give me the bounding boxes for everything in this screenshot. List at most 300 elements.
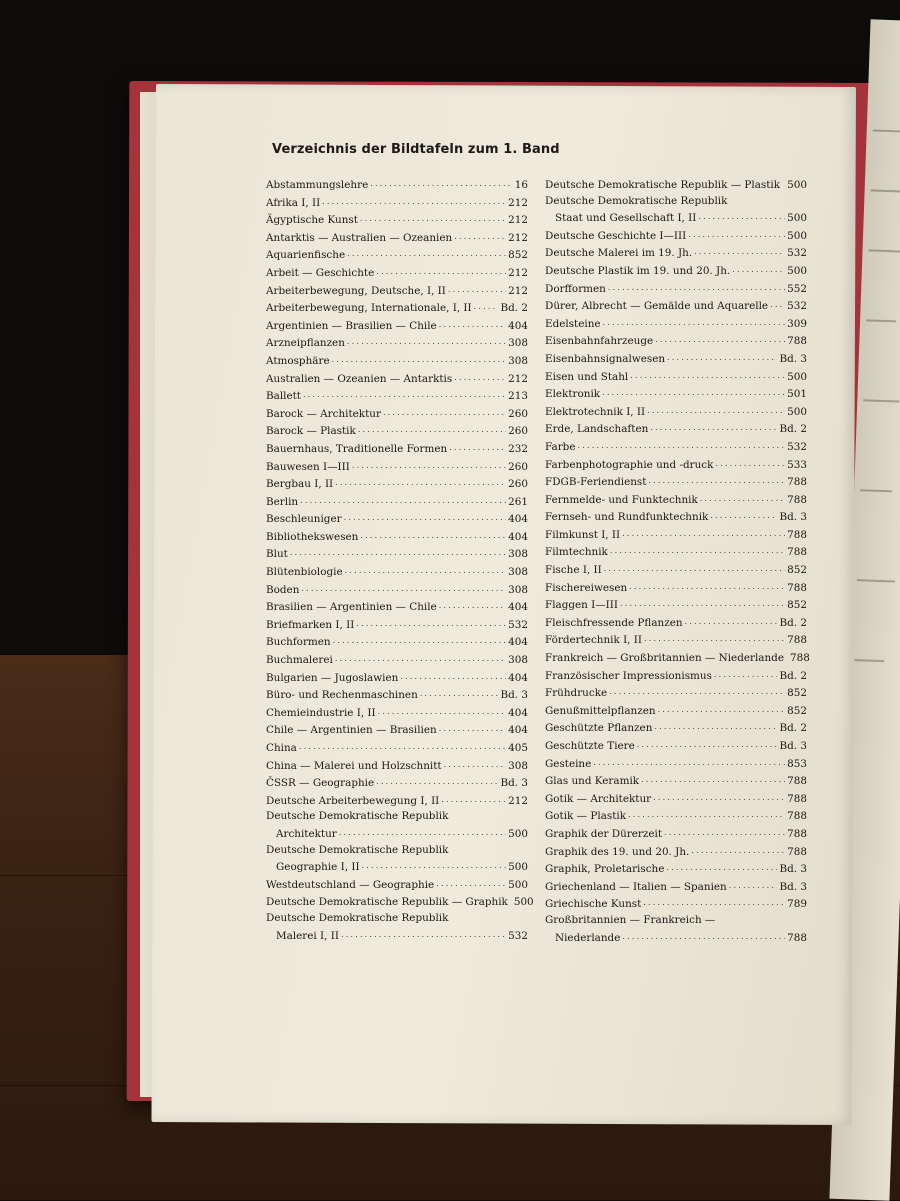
leader-dots: [667, 350, 777, 366]
entry-page-number: Bd. 3: [779, 863, 807, 876]
entry-page-number: 308: [508, 548, 528, 561]
entry-page-number: 788: [787, 810, 807, 823]
entry-page-number: 789: [787, 898, 807, 911]
entry-page-number: 308: [508, 354, 528, 367]
entry-title: China — Malerei und Holzschnitt: [266, 759, 442, 772]
entry-title: Gotik — Architektur: [545, 792, 652, 805]
index-entry-continuation: [266, 825, 528, 843]
entry-page-number: 500: [787, 405, 807, 418]
entry-page-number: 788: [787, 775, 807, 788]
index-entry: [266, 757, 528, 775]
entry-subtitle: Niederlande: [555, 931, 621, 944]
entry-title: Deutsche Demokratische Republik: [545, 194, 728, 207]
entry-page-number: 500: [513, 896, 534, 909]
entry-page-number: 308: [508, 583, 528, 596]
entry-title: Fische I, II: [545, 564, 602, 577]
index-entry: [266, 651, 528, 669]
entry-page-number: 532: [508, 929, 528, 942]
leader-dots: [303, 387, 506, 403]
entry-page-number: 500: [787, 264, 807, 277]
entry-page-number: 500: [508, 878, 528, 891]
index-entry: [545, 684, 807, 702]
entry-title: Deutsche Demokratische Republik: [266, 911, 449, 924]
entry-page-number: 404: [508, 601, 528, 614]
entry-page-number: 788: [787, 476, 807, 489]
entry-title: FDGB-Feriendienst: [545, 476, 647, 489]
index-entry: [545, 807, 807, 825]
index-entry: [266, 264, 528, 282]
leader-dots: [322, 194, 506, 210]
entry-title: Glas und Keramik: [545, 775, 640, 788]
leader-dots: [301, 581, 506, 597]
leader-dots: [358, 422, 506, 438]
entry-subtitle: Geographie I, II: [276, 861, 360, 874]
leader-dots: [341, 927, 506, 943]
entry-page-number: 260: [508, 425, 528, 438]
leader-dots: [655, 332, 785, 348]
entry-page-number: 500: [508, 827, 528, 840]
entry-title: Farbe: [545, 440, 576, 453]
index-entry: [266, 229, 528, 247]
entry-title: Deutsche Geschichte I—III: [545, 229, 687, 242]
entry-title: Deutsche Demokratische Republik — Graphik: [266, 896, 508, 909]
leader-dots: [604, 561, 785, 577]
index-entry: [545, 368, 807, 386]
entry-title: Graphik, Proletarische: [545, 863, 665, 876]
leader-dots: [629, 579, 785, 595]
entry-page-number: 404: [508, 671, 528, 684]
entry-title: Griechenland — Italien — Spanien: [545, 880, 727, 893]
index-entry: [266, 598, 528, 616]
index-entry: [545, 473, 807, 491]
index-entry: [545, 702, 807, 720]
index-entry: [266, 211, 528, 229]
entry-page-number: 404: [508, 530, 528, 543]
index-entry: [266, 774, 528, 792]
entry-title: Ballett: [266, 390, 301, 403]
entry-page-number: 404: [508, 319, 528, 332]
index-entry: [545, 508, 807, 526]
entry-page-number: 500: [787, 212, 807, 225]
entry-page-number: 788: [787, 827, 807, 840]
entry-page-number: 852: [787, 564, 807, 577]
leader-dots: [620, 596, 785, 612]
entry-title: Brasilien — Argentinien — Chile: [266, 601, 437, 614]
entry-page-number: 232: [508, 442, 528, 455]
leader-dots: [610, 543, 785, 559]
index-entry: [266, 669, 528, 687]
leader-dots: [335, 651, 506, 667]
index-entry: [545, 860, 807, 878]
entry-page-number: 788: [787, 493, 807, 506]
entry-page-number: 852: [787, 687, 807, 700]
leader-dots: [664, 825, 785, 841]
leader-dots: [439, 598, 506, 614]
leader-dots: [698, 209, 785, 225]
leader-dots: [688, 227, 785, 243]
index-entry: [545, 262, 807, 280]
index-entry: [266, 545, 528, 563]
leader-dots: [653, 790, 785, 806]
entry-page-number: 404: [508, 724, 528, 737]
leader-dots: [685, 614, 778, 630]
entry-title: Berlin: [266, 495, 299, 508]
entry-page-number: 405: [508, 742, 528, 754]
entry-page-number: 852: [787, 704, 807, 717]
entry-title: Flaggen I—III: [545, 599, 618, 612]
leader-dots: [608, 280, 785, 296]
entry-page-number: 212: [508, 266, 528, 279]
entry-page-number: Bd. 2: [779, 616, 807, 629]
entry-page-number: 308: [508, 566, 528, 579]
entry-title: ČSSR — Geographie: [266, 777, 375, 790]
leader-dots: [448, 282, 506, 298]
entry-title: Erde, Landschaften: [545, 423, 649, 436]
index-entry: [266, 563, 528, 581]
index-entry: [266, 686, 528, 704]
leader-dots: [332, 352, 507, 368]
entry-page-number: 16: [514, 179, 528, 191]
entry-page-number: 308: [508, 759, 528, 772]
entry-title: Arzneipflanzen: [266, 337, 345, 350]
leader-dots: [299, 739, 506, 755]
entry-title: Barock — Architektur: [266, 407, 381, 420]
leader-dots: [360, 528, 506, 544]
entry-title: Bauwesen I—III: [266, 460, 350, 473]
index-entry: [266, 876, 528, 894]
entry-title: Afrika I, II: [266, 196, 321, 209]
leader-dots: [729, 878, 778, 894]
leader-dots: [710, 508, 777, 524]
index-entry: [545, 350, 807, 368]
leader-dots: [290, 545, 506, 561]
index-entry: [266, 246, 528, 264]
index-entry: [545, 227, 807, 245]
entry-page-number: 212: [508, 231, 528, 244]
entry-page-number: Bd. 3: [500, 777, 528, 790]
entry-title: Beschleuniger: [266, 513, 342, 526]
index-entry: [545, 176, 807, 194]
leader-dots: [300, 493, 506, 509]
index-entry: [545, 843, 807, 861]
entry-title: Eisenbahnfahrzeuge: [545, 335, 654, 348]
index-entry: [545, 456, 807, 474]
leader-dots: [641, 772, 785, 788]
leader-dots: [378, 704, 507, 720]
entry-title: Graphik der Dürerzeit: [545, 827, 663, 840]
entry-title: Bulgarien — Jugoslawien: [266, 671, 399, 684]
entry-title: Dürer, Albrecht — Gemälde und Aquarelle: [545, 300, 769, 313]
leader-dots: [593, 755, 785, 771]
leader-dots: [339, 825, 506, 841]
entry-title: Frühdrucke: [545, 687, 608, 700]
index-entry: [266, 405, 528, 423]
index-entry-continuation: [266, 927, 528, 945]
index-entry: [266, 317, 528, 335]
entry-page-number: Bd. 3: [779, 740, 807, 752]
leader-dots: [376, 774, 498, 790]
leader-dots: [400, 669, 506, 685]
entry-page-number: 532: [508, 618, 528, 631]
leader-dots: [603, 315, 786, 331]
entry-title: Elektronik: [545, 388, 601, 401]
index-entry: [266, 704, 528, 722]
entry-page-number: 213: [508, 390, 528, 403]
entry-title: Genußmittelpflanzen: [545, 704, 656, 717]
entry-page-number: 788: [787, 528, 807, 541]
index-entry: [266, 334, 528, 352]
index-entry: [545, 194, 807, 210]
leader-dots: [602, 385, 785, 401]
leader-dots: [444, 757, 507, 773]
leader-dots: [694, 244, 785, 260]
leader-dots: [335, 475, 506, 491]
entry-page-number: 308: [508, 337, 528, 350]
entry-title: Blütenbiologie: [266, 566, 343, 579]
leader-dots: [648, 473, 785, 489]
index-entry: [545, 719, 807, 737]
entry-page-number: Bd. 2: [779, 669, 807, 682]
leader-dots: [454, 229, 506, 245]
entry-page-number: 261: [508, 495, 528, 508]
entry-title: Arbeit — Geschichte: [266, 266, 375, 279]
index-entry: [545, 420, 807, 438]
leader-dots: [630, 368, 785, 384]
index-entry: [545, 543, 807, 561]
leader-dots: [370, 176, 513, 192]
leader-dots: [436, 876, 506, 892]
index-entry: [545, 755, 807, 773]
entry-title: Argentinien — Brasilien — Chile: [266, 319, 437, 332]
entry-page-number: 852: [508, 249, 528, 262]
entry-page-number: Bd. 2: [779, 722, 807, 735]
entry-page-number: 212: [508, 214, 528, 227]
leader-dots: [420, 686, 499, 702]
entry-title: Briefmarken I, II: [266, 618, 355, 631]
entry-title: Elektrotechnik I, II: [545, 405, 646, 418]
leader-dots: [732, 262, 785, 278]
leader-dots: [622, 526, 785, 542]
entry-page-number: 788: [787, 335, 807, 348]
index-entry: [545, 631, 807, 649]
leader-dots: [647, 403, 785, 419]
entry-title: Bauernhaus, Traditionelle Formen: [266, 442, 448, 455]
index-entry: [266, 370, 528, 388]
entry-subtitle: Staat und Gesellschaft I, II: [555, 212, 697, 225]
index-entry: [545, 913, 807, 929]
entry-page-number: 404: [508, 513, 528, 526]
entry-page-number: 500: [787, 179, 807, 191]
entry-title: Buchformen: [266, 636, 331, 649]
index-entry: [266, 739, 528, 757]
index-entry: [545, 579, 807, 597]
entry-page-number: 260: [508, 478, 528, 491]
entry-title: Ägyptische Kunst: [266, 214, 358, 227]
entry-page-number: Bd. 3: [779, 511, 807, 524]
index-entry: [266, 510, 528, 528]
leader-dots: [439, 721, 506, 737]
entry-page-number: 788: [787, 931, 807, 944]
index-entry: [545, 649, 810, 667]
entry-page-number: 501: [787, 388, 807, 401]
leader-dots: [352, 458, 506, 474]
index-entry: [545, 596, 807, 614]
index-entry: [545, 878, 807, 896]
page-title: Verzeichnis der Bildtafeln zum 1. Band: [272, 142, 560, 157]
entry-page-number: 500: [787, 229, 807, 242]
entry-page-number: 533: [787, 458, 807, 471]
leader-dots: [439, 317, 506, 333]
entry-title: Blut: [266, 548, 288, 561]
leader-dots: [474, 299, 499, 315]
leader-dots: [345, 563, 507, 579]
leader-dots: [715, 456, 785, 472]
entry-page-number: Bd. 3: [500, 689, 528, 702]
entry-title: Fischereiwesen: [545, 581, 628, 594]
entry-title: Französischer Impressionismus: [545, 669, 712, 682]
entry-page-number: 788: [787, 792, 807, 805]
index-entry: [266, 352, 528, 370]
entry-title: Barock — Plastik: [266, 425, 356, 438]
entry-page-number: 532: [787, 440, 807, 453]
index-entry: [266, 721, 528, 739]
entry-title: Graphik des 19. und 20. Jh.: [545, 845, 690, 858]
entry-page-number: 852: [787, 599, 807, 612]
entry-page-number: Bd. 2: [779, 423, 807, 436]
index-entry: [545, 825, 807, 843]
entry-title: Chemieindustrie I, II: [266, 706, 376, 719]
index-entry: [545, 280, 807, 298]
index-entry: [545, 526, 807, 544]
entry-title: Deutsche Demokratische Republik — Plastik: [545, 179, 781, 191]
entry-page-number: 404: [508, 636, 528, 649]
index-entry: [266, 843, 528, 859]
index-entry: [266, 633, 528, 651]
index-entry: [266, 809, 528, 825]
index-entry: [545, 332, 807, 350]
entry-title: Chile — Argentinien — Brasilien: [266, 724, 437, 737]
leader-dots: [628, 807, 785, 823]
entry-page-number: 260: [508, 460, 528, 473]
leader-dots: [360, 211, 506, 227]
index-entry: [266, 299, 528, 317]
leader-dots: [622, 929, 785, 945]
entry-title: Filmkunst I, II: [545, 528, 621, 541]
entry-title: Eisen und Stahl: [545, 370, 629, 383]
leader-dots: [347, 334, 506, 350]
leader-dots: [356, 616, 506, 632]
index-entry: [266, 581, 528, 599]
entry-page-number: 260: [508, 407, 528, 420]
leader-dots: [654, 719, 777, 735]
leader-dots: [714, 667, 778, 683]
entry-page-number: 552: [787, 282, 807, 295]
leader-dots: [666, 860, 777, 876]
entry-page-number: 309: [787, 317, 807, 330]
leader-dots: [333, 633, 507, 649]
entry-title: Deutsche Demokratische Republik: [266, 810, 449, 823]
index-entry: [545, 385, 807, 403]
index-entry: [266, 458, 528, 476]
index-entry: [266, 440, 528, 458]
index-entry: [266, 282, 528, 300]
leader-dots: [344, 510, 507, 526]
entry-page-number: 853: [787, 757, 807, 770]
entry-title: Gotik — Plastik: [545, 810, 626, 823]
entry-page-number: 500: [508, 861, 528, 874]
index-entry: [545, 737, 807, 755]
entry-title: Fernseh- und Rundfunktechnik: [545, 511, 709, 524]
index-column-left: [266, 176, 534, 944]
entry-title: Filmtechnik: [545, 546, 608, 559]
entry-title: Abstammungslehre: [266, 179, 369, 191]
leader-dots: [347, 246, 506, 262]
index-entry: [545, 403, 807, 421]
entry-title: Buchmalerei: [266, 654, 333, 667]
index-entry: [266, 493, 528, 511]
entry-page-number: 500: [787, 370, 807, 383]
leader-dots: [643, 895, 785, 911]
index-entry: [266, 475, 528, 493]
index-entry: [266, 792, 528, 810]
entry-title: Arbeiterbewegung, Deutsche, I, II: [266, 284, 446, 297]
entry-title: Arbeiterbewegung, Internationale, I, II: [266, 302, 472, 315]
entry-title: Australien — Ozeanien — Antarktis: [266, 372, 453, 385]
index-entry: [545, 244, 807, 262]
entry-title: Deutsche Plastik im 19. und 20. Jh.: [545, 264, 731, 277]
index-entry: [266, 911, 528, 927]
entry-title: Eisenbahnsignalwesen: [545, 352, 666, 365]
entry-title: Westdeutschland — Geographie: [266, 878, 435, 891]
entry-title: Deutsche Malerei im 19. Jh.: [545, 247, 693, 260]
entry-title: Frankreich — Großbritannien — Niederlande: [545, 652, 784, 665]
leader-dots: [770, 297, 785, 313]
entry-title: Dorfformen: [545, 282, 606, 295]
index-entry: [266, 422, 528, 440]
index-column-right: [545, 176, 810, 946]
leader-dots: [650, 420, 777, 436]
entry-title: Geschützte Tiere: [545, 740, 635, 752]
entry-title: Fleischfressende Pflanzen: [545, 616, 683, 629]
entry-title: Büro- und Rechenmaschinen: [266, 689, 418, 702]
entry-title: Farbenphotographie und -druck: [545, 458, 714, 471]
entry-title: Geschützte Pflanzen: [545, 722, 653, 735]
index-entry: [545, 895, 807, 913]
index-entry: [545, 491, 807, 509]
leader-dots: [449, 440, 506, 456]
leader-dots: [644, 631, 785, 647]
entry-page-number: Bd. 2: [500, 302, 528, 315]
index-entry: [266, 893, 534, 911]
leader-dots: [609, 684, 785, 700]
leader-dots: [700, 491, 785, 507]
index-entry: [545, 561, 807, 579]
index-entry: [545, 614, 807, 632]
leader-dots: [658, 702, 786, 718]
leader-dots: [577, 438, 785, 454]
index-entry: [545, 790, 807, 808]
entry-title: Deutsche Arbeiterbewegung I, II: [266, 794, 440, 807]
entry-page-number: 788: [787, 845, 807, 858]
entry-subtitle: Malerei I, II: [276, 929, 339, 942]
index-entry: [266, 387, 528, 405]
entry-title: Fördertechnik I, II: [545, 634, 643, 647]
leader-dots: [637, 737, 778, 753]
index-entry-continuation: [266, 858, 528, 876]
index-entry: [545, 772, 807, 790]
entry-page-number: 212: [508, 372, 528, 385]
index-entry: [545, 438, 807, 456]
